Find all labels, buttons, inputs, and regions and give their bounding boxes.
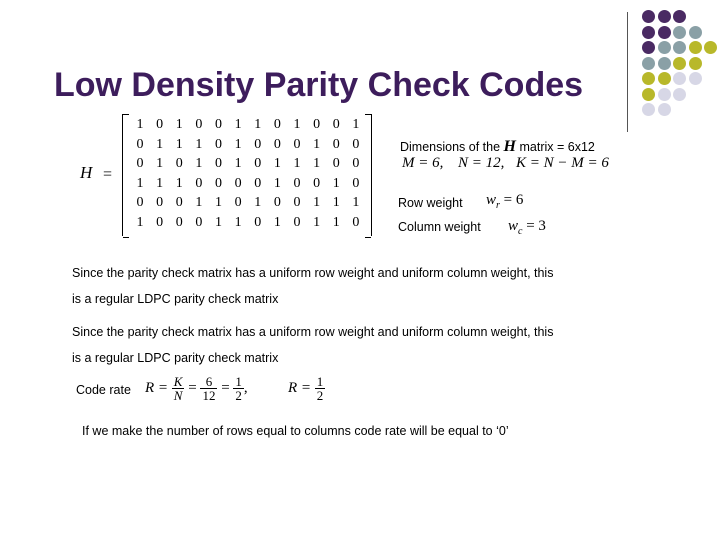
n-equation: N = 12,	[458, 155, 505, 171]
row-weight-w: w	[486, 192, 497, 208]
matrix-cell: 0	[313, 175, 321, 191]
column-weight-label: Column weight	[398, 220, 481, 234]
matrix-row	[131, 117, 365, 133]
matrix-cell: 1	[352, 195, 360, 210]
decorative-dot	[658, 103, 671, 116]
paragraph-2-line-2: is a regular LDPC parity check matrix	[72, 351, 279, 365]
rate-1b: 1	[316, 374, 324, 389]
rate-6: 6	[200, 375, 217, 389]
matrix-cell: 0	[215, 175, 222, 191]
matrix-cell: 1	[156, 156, 164, 171]
rate-6-over-12	[200, 375, 217, 402]
matrix-cell: 1	[195, 195, 203, 210]
decorative-dot	[642, 72, 655, 85]
matrix-row	[131, 156, 365, 172]
row-weight-sub: r	[496, 200, 500, 211]
decorative-dot	[658, 41, 671, 54]
matrix-cell: 1	[273, 214, 281, 230]
matrix-cell: 1	[293, 117, 301, 132]
matrix-cell: 0	[273, 195, 281, 210]
matrix-cell: 1	[273, 175, 281, 191]
matrix-cell: 1	[234, 214, 242, 230]
matrix-cell: 1	[156, 136, 164, 152]
matrix-cell: 0	[254, 156, 262, 171]
decorative-dot	[673, 26, 686, 39]
column-weight-w: w	[508, 218, 519, 234]
matrix-cell: 0	[136, 136, 144, 152]
rate-1a: 1	[235, 374, 242, 389]
matrix-cell: 0	[136, 156, 144, 171]
matrix-cell: 0	[195, 117, 203, 132]
matrix-cell: 1	[313, 156, 321, 171]
code-rate-equation-2	[288, 375, 325, 402]
decorative-dot	[658, 10, 671, 23]
matrix-cell: 1	[293, 156, 301, 171]
matrix-cell: 0	[175, 214, 183, 230]
matrix-cell: 1	[254, 117, 262, 132]
decorative-dot	[673, 41, 686, 54]
decorative-dot	[704, 41, 717, 54]
matrix-cell: 1	[136, 214, 144, 230]
matrix-equals: =	[103, 166, 113, 183]
matrix-cell: 0	[293, 136, 301, 152]
rate-eq-1: =	[188, 379, 197, 396]
matrix-cell: 1	[313, 195, 321, 210]
matrix-cell: 1	[234, 156, 242, 171]
matrix-cell: 0	[234, 175, 242, 191]
dimensions-line	[400, 138, 595, 156]
matrix-cell: 0	[352, 136, 360, 152]
matrix-cell: 0	[215, 117, 222, 132]
rate-eq-2: =	[221, 379, 230, 396]
decorative-dot	[658, 88, 671, 101]
matrix-row	[131, 215, 365, 231]
rate-r2: R =	[288, 379, 312, 396]
matrix-cell: 0	[254, 136, 262, 152]
matrix-row	[131, 195, 365, 211]
dimensions-prefix: Dimensions of the	[400, 140, 501, 154]
matrix-cell: 0	[175, 156, 183, 171]
matrix-cell: 0	[293, 214, 301, 230]
matrix-cell: 1	[136, 117, 144, 132]
matrix-cell: 0	[156, 117, 164, 132]
decorative-dot-grid	[636, 10, 720, 120]
matrix-cell: 0	[215, 156, 222, 171]
dimensions-suffix: matrix = 6x12	[519, 140, 595, 154]
matrix-cell: 1	[175, 175, 183, 191]
decorative-dot	[658, 72, 671, 85]
matrix-cell: 0	[332, 136, 340, 152]
dimensions-h: H	[503, 138, 516, 155]
decorative-dot	[642, 41, 655, 54]
matrix-cell: 0	[352, 156, 360, 171]
matrix-cell: 0	[293, 195, 301, 210]
matrix-cell: 1	[313, 136, 321, 152]
matrix-cell: 0	[273, 117, 281, 132]
parity-check-matrix	[122, 114, 372, 236]
matrix-cell: 1	[313, 214, 321, 230]
matrix-cell: 0	[156, 195, 164, 210]
rate-n: N	[173, 388, 183, 403]
decorative-dot	[673, 57, 686, 70]
rate-2a: 2	[235, 388, 242, 403]
matrix-cell: 1	[273, 156, 281, 171]
k-equation: K = N − M = 6	[516, 155, 609, 171]
decorative-dot	[642, 103, 655, 116]
matrix-cell: 0	[156, 214, 164, 230]
matrix-cell: 1	[156, 175, 164, 191]
row-weight-label: Row weight	[398, 196, 463, 210]
matrix-cell: 1	[175, 136, 183, 152]
column-weight-sub: c	[518, 226, 523, 237]
matrix-cell: 1	[234, 117, 242, 132]
matrix-cell: 0	[136, 195, 144, 210]
rate-comma: ,	[243, 379, 248, 396]
row-weight-value: = 6	[499, 192, 524, 208]
row-weight-equation	[486, 192, 523, 211]
matrix-cell: 0	[313, 117, 321, 132]
column-weight-value: = 3	[522, 218, 546, 234]
decorative-dot	[689, 26, 702, 39]
decorative-dot	[642, 26, 655, 39]
matrix-cell: 0	[254, 214, 262, 230]
m-equation: M = 6,	[402, 155, 444, 171]
matrix-cell: 0	[332, 156, 340, 171]
footer-note: If we make the number of rows equal to columns code rate will be equal to ‘0’	[82, 424, 509, 438]
matrix-cell: 1	[175, 117, 183, 132]
matrix-cell: 0	[234, 195, 242, 210]
decorative-dot	[689, 41, 702, 54]
matrix-cell: 0	[273, 136, 281, 152]
matrix-cell: 1	[195, 136, 203, 152]
matrix-row	[131, 176, 365, 192]
matrix-cell: 1	[332, 195, 340, 210]
rate-k: K	[173, 374, 183, 389]
rate-2b: 2	[316, 388, 324, 403]
decorative-dot	[673, 72, 686, 85]
matrix-cell: 0	[195, 214, 203, 230]
matrix-cell: 0	[195, 175, 203, 191]
decorative-dot	[642, 10, 655, 23]
matrix-cell: 1	[352, 117, 360, 132]
matrix-label: H	[80, 163, 93, 182]
matrix-cell: 0	[175, 195, 183, 210]
rate-12: 12	[202, 388, 216, 403]
rate-1-over-2-b	[315, 375, 326, 402]
matrix-cell: 0	[352, 175, 360, 191]
matrix-cell: 1	[215, 195, 222, 210]
decorative-dot	[689, 57, 702, 70]
matrix-row	[131, 137, 365, 153]
matrix-cell: 0	[293, 175, 301, 191]
decorative-dot	[673, 10, 686, 23]
decorative-dot	[658, 26, 671, 39]
matrix-cell: 0	[332, 117, 340, 132]
decorative-dot	[689, 72, 702, 85]
decorative-dot	[642, 88, 655, 101]
slide-title: Low Density Parity Check Codes	[54, 66, 584, 104]
matrix-cell: 1	[332, 214, 340, 230]
paragraph-2-line-1: Since the parity check matrix has a uniform row weight and uniform column weight, this	[72, 325, 554, 339]
matrix-cell: 0	[254, 175, 262, 191]
paragraph-1-line-1: Since the parity check matrix has a uniform row weight and uniform column weight, this	[72, 266, 554, 280]
matrix-cell: 0	[352, 214, 360, 230]
code-rate-equation	[145, 375, 248, 402]
rate-k-over-n	[172, 375, 185, 402]
decorative-dot	[673, 88, 686, 101]
paragraph-1-line-2: is a regular LDPC parity check matrix	[72, 292, 279, 306]
matrix-cell: 1	[215, 214, 222, 230]
matrix-cell: 0	[215, 136, 222, 152]
matrix-cell: 1	[195, 156, 203, 171]
rate-r: R =	[145, 379, 169, 396]
matrix-cell: 1	[332, 175, 340, 191]
decorative-dot	[642, 57, 655, 70]
code-rate-label: Code rate	[76, 383, 131, 397]
decorative-dot	[658, 57, 671, 70]
divider-line	[627, 12, 628, 132]
matrix-cell: 1	[234, 136, 242, 152]
rate-1-over-2	[233, 375, 244, 402]
matrix-cell: 1	[254, 195, 262, 210]
column-weight-equation	[508, 218, 546, 237]
matrix-cell: 1	[136, 175, 144, 191]
